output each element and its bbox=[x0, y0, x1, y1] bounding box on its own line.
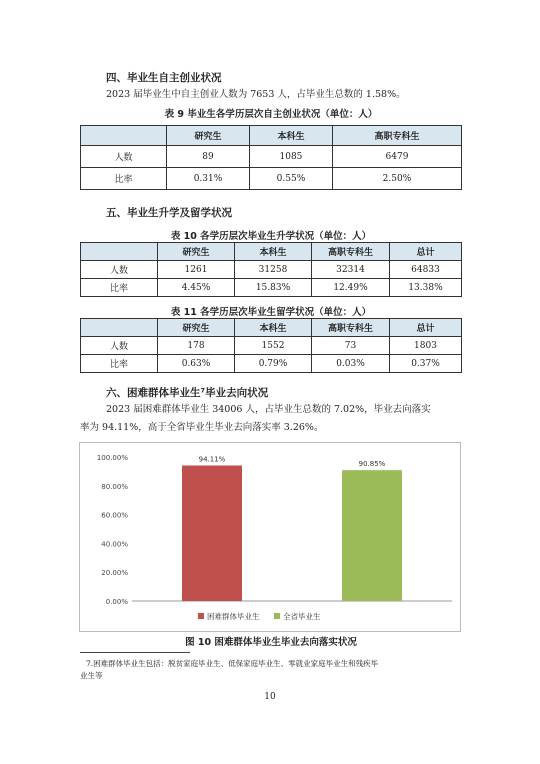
table-row bbox=[81, 279, 462, 297]
section-heading-entrepreneurship: 四、毕业生自主创业状况 bbox=[106, 72, 222, 84]
table-cell: 比率 bbox=[81, 355, 158, 373]
table-cell: 13.38% bbox=[390, 279, 462, 297]
table-cell: 比率 bbox=[81, 279, 158, 297]
table-cell: 178 bbox=[158, 337, 235, 355]
section-heading-disadvantaged-graduates: 六、困难群体毕业生⁷毕业去向状况 bbox=[106, 387, 269, 399]
table-header-cell: 本科生 bbox=[249, 126, 332, 146]
legend-swatch bbox=[274, 613, 280, 619]
legend-label: 困难群体毕业生 bbox=[207, 612, 260, 621]
table-row bbox=[81, 146, 462, 168]
table-row bbox=[81, 261, 462, 279]
table-header-cell: 研究生 bbox=[158, 243, 235, 261]
disadvantaged-paragraph-line2: 率为 94.11%，高于全省毕业生毕业去向落实率 3.26%。 bbox=[80, 422, 324, 433]
table-cell: 0.37% bbox=[390, 355, 462, 373]
table10 bbox=[80, 242, 462, 297]
table10-caption: 表 10 各学历层次毕业生升学状况（单位：人） bbox=[170, 231, 372, 242]
footnote-line1: 7.困难群体毕业生包括：脱贫家庭毕业生、低保家庭毕业生、零就业家庭毕业生和残疾毕 bbox=[86, 659, 379, 668]
table-cell: 比率 bbox=[81, 168, 167, 190]
table-cell: 15.83% bbox=[235, 279, 312, 297]
disadvantaged-paragraph-line1: 2023 届困难群体毕业生 34006 人，占毕业生总数的 7.02%，毕业去向落实 bbox=[106, 404, 431, 415]
table-cell: 12.49% bbox=[312, 279, 390, 297]
table-row bbox=[81, 168, 462, 190]
table-header-cell: 高职专科生 bbox=[312, 319, 390, 337]
table-header-cell: 高职专科生 bbox=[312, 243, 390, 261]
legend-label: 全省毕业生 bbox=[283, 612, 321, 621]
table-cell: 89 bbox=[167, 146, 250, 168]
table-cell: 人数 bbox=[81, 337, 158, 355]
table-cell: 31258 bbox=[235, 261, 312, 279]
table-cell: 人数 bbox=[81, 261, 158, 279]
table11-caption: 表 11 各学历层次毕业生留学状况（单位：人） bbox=[170, 307, 372, 318]
table9-caption: 表 9 毕业生各学历层次自主创业状况（单位：人） bbox=[164, 109, 378, 120]
table-header-cell bbox=[81, 319, 158, 337]
entrepreneurship-paragraph: 2023 届毕业生中自主创业人数为 7653 人，占毕业生总数的 1.58%。 bbox=[106, 89, 406, 100]
table-cell: 1552 bbox=[235, 337, 312, 355]
y-tick-label: 100.00% bbox=[96, 454, 128, 462]
table-header-row bbox=[81, 319, 462, 337]
bar-1 bbox=[182, 465, 242, 601]
table-cell: 1085 bbox=[249, 146, 332, 168]
bar-data-label: 90.85% bbox=[358, 460, 386, 469]
table-header-cell: 本科生 bbox=[235, 319, 312, 337]
table-header-cell: 研究生 bbox=[158, 319, 235, 337]
bar-data-label: 94.11% bbox=[198, 455, 226, 464]
table-cell: 64833 bbox=[390, 261, 462, 279]
table-cell: 0.79% bbox=[235, 355, 312, 373]
table-cell: 1261 bbox=[158, 261, 235, 279]
table-header-cell: 总计 bbox=[390, 319, 462, 337]
table-row bbox=[81, 355, 462, 373]
table-cell: 4.45% bbox=[158, 279, 235, 297]
y-tick-label: 0.00% bbox=[105, 598, 128, 606]
table9 bbox=[80, 125, 462, 190]
table-header-cell: 总计 bbox=[390, 243, 462, 261]
table-cell: 0.31% bbox=[167, 168, 250, 190]
table-cell: 2.50% bbox=[332, 168, 461, 190]
table-header-cell: 研究生 bbox=[167, 126, 250, 146]
table-row bbox=[81, 337, 462, 355]
y-tick-label: 80.00% bbox=[101, 482, 128, 491]
table-header-cell: 本科生 bbox=[235, 243, 312, 261]
table-header-cell: 高职专科生 bbox=[332, 126, 461, 146]
footnote-line2: 业生等 bbox=[80, 671, 103, 680]
table-cell: 0.03% bbox=[312, 355, 390, 373]
figure10-caption: 图 10 困难群体毕业生毕业去向落实状况 bbox=[185, 637, 357, 648]
bar-2 bbox=[342, 470, 402, 601]
page-number: 10 bbox=[264, 692, 276, 702]
table-header-row bbox=[81, 126, 462, 146]
table-cell: 6479 bbox=[332, 146, 461, 168]
table-cell: 73 bbox=[312, 337, 390, 355]
table11 bbox=[80, 318, 462, 373]
footnote-divider bbox=[80, 652, 190, 653]
y-tick-label: 20.00% bbox=[101, 569, 128, 578]
section-heading-further-study: 五、毕业生升学及留学状况 bbox=[106, 207, 232, 219]
table-cell: 人数 bbox=[81, 146, 167, 168]
table-cell: 32314 bbox=[312, 261, 390, 279]
bar-chart bbox=[80, 443, 460, 631]
chart-frame bbox=[79, 442, 461, 632]
legend-swatch bbox=[198, 613, 204, 619]
table-header-cell bbox=[81, 126, 167, 146]
table-cell: 0.55% bbox=[249, 168, 332, 190]
table-cell: 0.63% bbox=[158, 355, 235, 373]
table-header-cell bbox=[81, 243, 158, 261]
y-tick-label: 60.00% bbox=[101, 511, 128, 520]
y-tick-label: 40.00% bbox=[101, 540, 128, 549]
table-cell: 1803 bbox=[390, 337, 462, 355]
table-header-row bbox=[81, 243, 462, 261]
